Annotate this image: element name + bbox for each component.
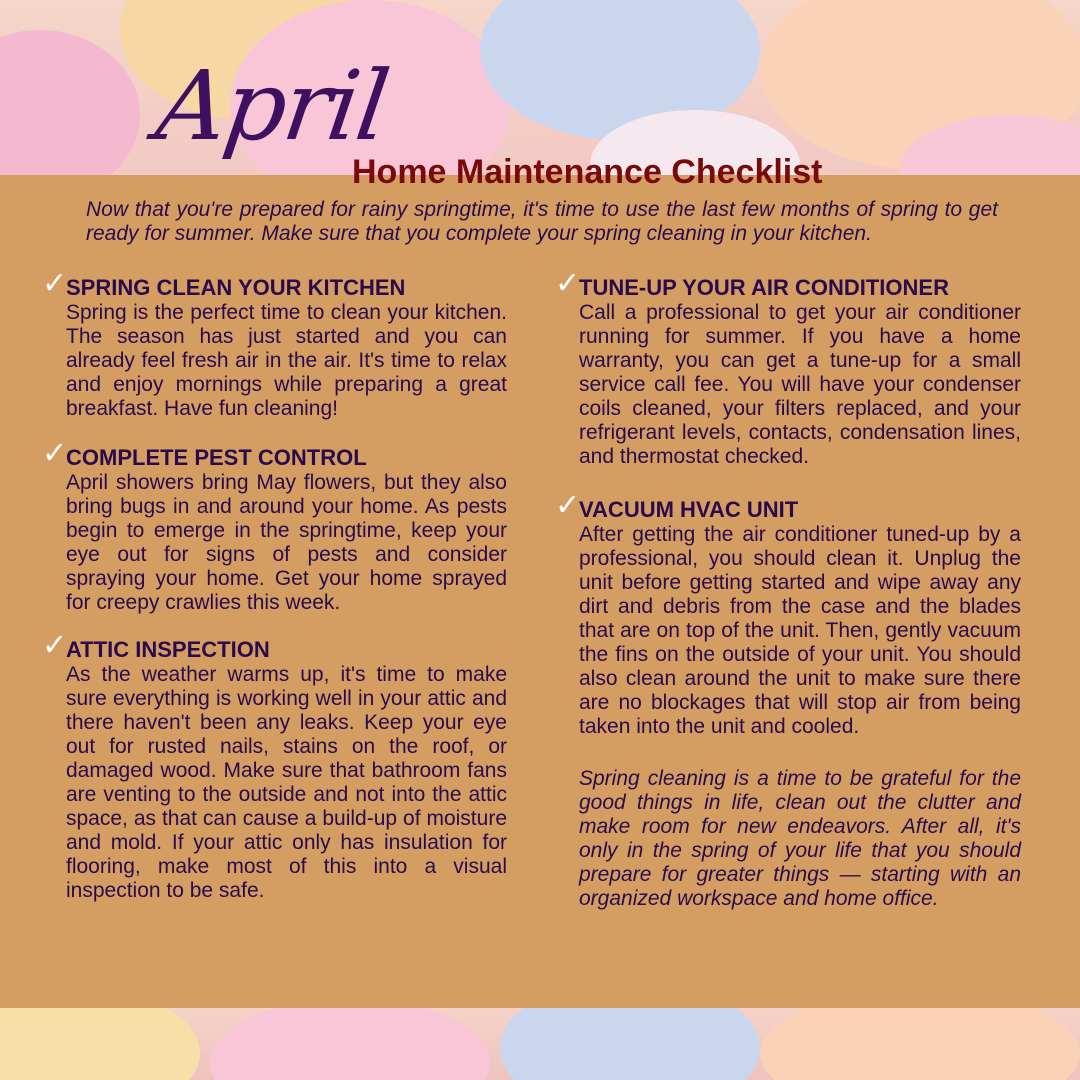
checklist-item [42, 266, 507, 421]
background-eggs-bottom [0, 1008, 1080, 1080]
right-column [555, 266, 1021, 911]
checklist-item [555, 266, 1021, 469]
checklist-item [42, 628, 507, 903]
item-title: TUNE-UP YOUR AIR CONDITIONER [579, 275, 949, 300]
item-title: ATTIC INSPECTION [66, 637, 270, 662]
check-icon: ✓ [42, 266, 68, 301]
item-title: VACUUM HVAC UNIT [579, 497, 799, 522]
item-title: COMPLETE PEST CONTROL [66, 445, 367, 470]
closing-paragraph: Spring cleaning is a time to be grateful for the good things in life, clean out the clutter and make room for new endeavors. After all, it's only in the spring of your life that you should prepare for greater things — starting with an organized workspace and home office. [579, 767, 1021, 910]
check-icon: ✓ [555, 488, 581, 523]
check-icon: ✓ [42, 436, 68, 471]
item-body: Call a professional to get your air conditioner running for summer. If you have a home warranty, you can get a tune-up for a small service call fee. You will have your condenser coils cleaned, your filters replaced, and your refrigerant levels, contacts, condensation lines, and thermostat checked. [579, 301, 1021, 468]
left-column [42, 266, 507, 903]
item-body: As the weather warms up, it's time to make sure everything is working well in your attic and there haven't been any leaks. Keep your eye out for rusted nails, stains on the roof, or damaged wood. Make sure that bathroom fans are venting to the outside and not into the attic space, as that can cause a build-up of moisture and mold. If your attic only has insulation for flooring, make most of this into a visual inspection to be safe. [66, 663, 507, 902]
item-body: After getting the air conditioner tuned-up by a professional, you should clean it. Unplug the unit before getting started and wipe away any dirt and debris from the case and the blades that are on top of the unit. Then, gently vacuum the fins on the outside of your unit. You should also clean around the unit to make sure there are no blockages that will stop air from being taken into the unit and cooled. [579, 523, 1021, 738]
month-title: April [150, 50, 394, 162]
intro-paragraph: Now that you're prepared for rainy springtime, it's time to use the last few months of spring to get ready for summer. Make sure that you complete your spring cleaning in your kitchen. [86, 198, 998, 245]
checklist-subtitle: Home Maintenance Checklist [352, 153, 823, 191]
check-icon: ✓ [555, 266, 581, 301]
checklist-item [555, 488, 1021, 739]
check-icon: ✓ [42, 628, 68, 663]
item-body: April showers bring May flowers, but they also bring bugs in and around your home. As pests begin to emerge in the springtime, keep your eye out for signs of pests and consider spraying your home. Get your home sprayed for creepy crawlies this week. [66, 471, 507, 614]
checklist-item [42, 436, 507, 615]
item-title: SPRING CLEAN YOUR KITCHEN [66, 275, 406, 300]
item-body: Spring is the perfect time to clean your kitchen. The season has just started and you can already feel fresh air in the air. It's time to relax and enjoy mornings while preparing a great breakfast. Have fun cleaning! [66, 301, 507, 420]
